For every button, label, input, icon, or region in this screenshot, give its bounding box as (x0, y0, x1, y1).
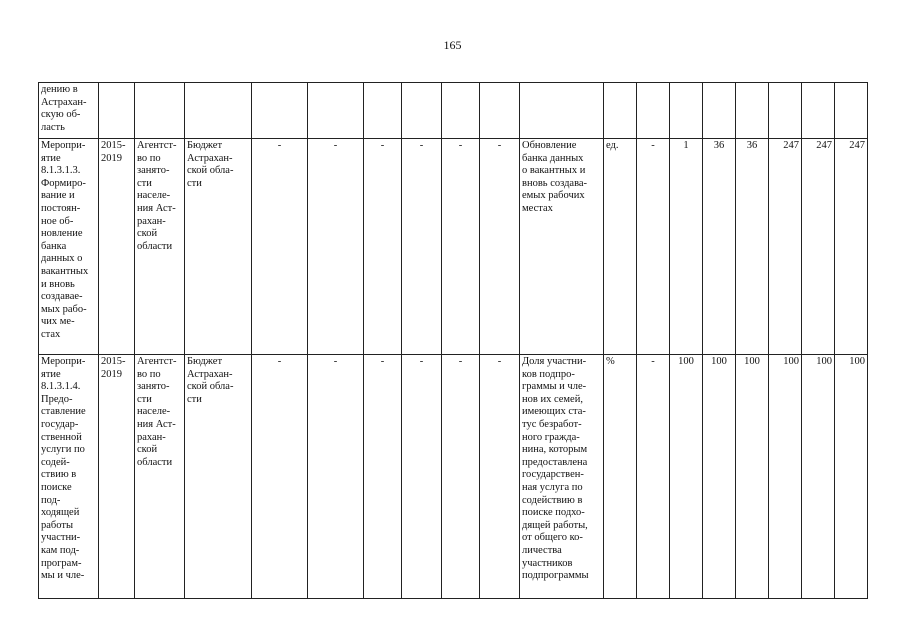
value-cell: 100 (736, 355, 769, 599)
source-cell (185, 83, 252, 139)
executor-cell (135, 83, 185, 139)
unit-cell: % (604, 355, 637, 599)
funding-cell: - (402, 355, 442, 599)
funding-cell: - (364, 355, 402, 599)
unit-cell: ед. (604, 139, 637, 355)
value-cell: 100 (703, 355, 736, 599)
funding-cell: - (252, 139, 308, 355)
executor-cell: Агентст- во по занято- сти населе- ния Аст- рахан- ской области (135, 355, 185, 599)
value-cell (670, 83, 703, 139)
table-row (39, 139, 868, 355)
source-cell: Бюджет Астрахан- ской обла- сти (185, 355, 252, 599)
indicator-cell (520, 83, 604, 139)
value-cell: 247 (802, 139, 835, 355)
funding-cell (308, 83, 364, 139)
funding-cell (364, 83, 402, 139)
source-cell: Бюджет Астрахан- ской обла- сти (185, 139, 252, 355)
activity-cell: Меропри- ятие 8.1.3.1.4. Предо- ставление государ- ственной услуги по содей- ствию в поиске под- ходящей работы участни- кам под- програм- мы и чле- (39, 355, 99, 599)
indicator-cell: Доля участни- ков подпро- граммы и чле- нов их семей, имеющих ста- тус безработ- ного гражда- нина, которым предоставлена государствен- ная услуга по содействию в поиске подхо- дящей работы, от общего ко- личества участников подпрограммы (520, 355, 604, 599)
value-cell: 1 (670, 139, 703, 355)
unit-cell (604, 83, 637, 139)
value-cell: 100 (802, 355, 835, 599)
table-row (39, 83, 868, 139)
value-cell (835, 83, 868, 139)
value-cell (703, 83, 736, 139)
funding-cell (402, 83, 442, 139)
value-cell: 100 (670, 355, 703, 599)
funding-cell (252, 83, 308, 139)
activity-cell: дению в Астрахан- скую об- ласть (39, 83, 99, 139)
table-row (39, 355, 868, 599)
funding-cell (442, 83, 480, 139)
funding-cell: - (480, 355, 520, 599)
funding-cell: - (308, 355, 364, 599)
value-cell: 100 (769, 355, 802, 599)
funding-cell: - (308, 139, 364, 355)
value-cell: 100 (835, 355, 868, 599)
years-cell: 2015- 2019 (99, 139, 135, 355)
activity-cell: Меропри- ятие 8.1.3.1.3. Формиро- вание и постоян- ное об- новление банка данных о вакантных и вновь создавае- мых рабо- чих ме- стах (39, 139, 99, 355)
value-cell (769, 83, 802, 139)
value-cell: 36 (703, 139, 736, 355)
funding-cell: - (252, 355, 308, 599)
funding-cell: - (364, 139, 402, 355)
value-cell (802, 83, 835, 139)
years-cell (99, 83, 135, 139)
years-cell: 2015- 2019 (99, 355, 135, 599)
funding-cell: - (402, 139, 442, 355)
program-table (38, 82, 868, 599)
base-cell (637, 83, 670, 139)
value-cell (736, 83, 769, 139)
executor-cell: Агентст- во по занято- сти населе- ния Аст- рахан- ской области (135, 139, 185, 355)
funding-cell: - (480, 139, 520, 355)
base-cell: - (637, 139, 670, 355)
base-cell: - (637, 355, 670, 599)
value-cell: 247 (835, 139, 868, 355)
funding-cell (480, 83, 520, 139)
value-cell: 36 (736, 139, 769, 355)
indicator-cell: Обновление банка данных о вакантных и вновь создава- емых рабочих местах (520, 139, 604, 355)
value-cell: 247 (769, 139, 802, 355)
funding-cell: - (442, 139, 480, 355)
funding-cell: - (442, 355, 480, 599)
page-number: 165 (443, 38, 462, 52)
